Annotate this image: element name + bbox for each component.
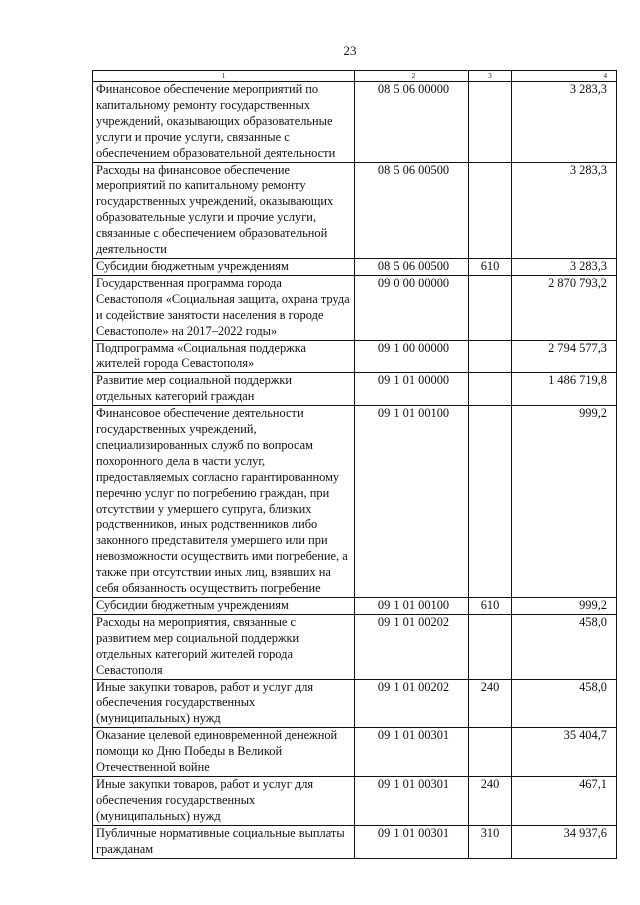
table-row bbox=[93, 728, 617, 777]
row-kind bbox=[469, 340, 512, 373]
row-code-text: 09 1 01 00301 bbox=[377, 825, 450, 840]
row-code bbox=[355, 258, 469, 275]
row-code bbox=[355, 162, 469, 258]
row-code bbox=[355, 82, 469, 163]
row-code bbox=[355, 679, 469, 728]
table-row bbox=[93, 275, 617, 340]
row-code-text: 09 0 00 00000 bbox=[377, 275, 450, 290]
row-code-text: 09 1 01 00301 bbox=[377, 776, 450, 791]
row-amount: 458,0 bbox=[512, 679, 617, 728]
table-header-row bbox=[93, 71, 617, 82]
row-amount: 467,1 bbox=[512, 776, 617, 825]
table-row bbox=[93, 82, 617, 163]
row-kind bbox=[469, 598, 512, 615]
row-kind bbox=[469, 162, 512, 258]
row-code-text: 08 5 06 00000 bbox=[377, 82, 450, 96]
table-row bbox=[93, 679, 617, 728]
row-kind-text: 240 bbox=[480, 679, 500, 694]
table-row bbox=[93, 258, 617, 275]
row-name: Финансовое обеспечение деятельности государственных учреждений, специализированных служб по вопросам похоронного дела в части услуг, предоставляемых согласно гарантированному перечню услуг по погребению граждан, при отсутствии у умершего супруга, близких родственников, иных родственников либо законного представителя умершего или при невозможности осуществить ими погребение, а также при отсутствии иных лиц, взявших на себя обязанность осуществить погребение bbox=[93, 406, 355, 598]
row-code bbox=[355, 825, 469, 858]
row-kind bbox=[469, 82, 512, 163]
table-row bbox=[93, 776, 617, 825]
table-row bbox=[93, 614, 617, 679]
row-kind-text: 240 bbox=[480, 776, 500, 791]
row-name: Расходы на финансовое обеспечение мероприятий по капитальному ремонту государственных учреждений, оказывающих образовательные услуги и прочие услуги, связанные с обеспечением образовательной деятельности bbox=[93, 162, 355, 258]
row-code bbox=[355, 406, 469, 598]
row-amount: 35 404,7 bbox=[512, 728, 617, 777]
row-code-text: 09 1 01 00000 bbox=[377, 373, 450, 388]
row-amount: 2 870 793,2 bbox=[512, 275, 617, 340]
row-kind bbox=[469, 776, 512, 825]
row-amount: 999,2 bbox=[512, 598, 617, 615]
row-code-text: 08 5 06 00500 bbox=[377, 258, 450, 273]
row-code-text: 09 1 01 00202 bbox=[377, 679, 450, 694]
row-code-text: 09 1 00 00000 bbox=[377, 340, 450, 355]
row-kind bbox=[469, 406, 512, 598]
row-amount: 3 283,3 bbox=[512, 162, 617, 258]
row-name: Финансовое обеспечение мероприятий по капитальному ремонту государственных учреждений, оказывающих образовательные услуги и прочие услуги, связанные с обеспечением образовательной деятельности bbox=[93, 82, 355, 163]
row-code bbox=[355, 614, 469, 679]
row-kind bbox=[469, 679, 512, 728]
row-name: Иные закупки товаров, работ и услуг для обеспечения государственных (муниципальных) нужд bbox=[93, 776, 355, 825]
row-amount: 34 937,6 bbox=[512, 825, 617, 858]
row-name: Оказание целевой единовременной денежной помощи ко Дню Победы в Великой Отечественной войне bbox=[93, 728, 355, 777]
row-kind bbox=[469, 825, 512, 858]
header-col-3: 3 bbox=[469, 71, 512, 82]
row-name: Субсидии бюджетным учреждениям bbox=[93, 598, 355, 615]
row-code-text: 09 1 01 00301 bbox=[377, 728, 450, 743]
row-name: Публичные нормативные социальные выплаты гражданам bbox=[93, 825, 355, 858]
header-col-2: 2 bbox=[355, 71, 469, 82]
row-kind bbox=[469, 373, 512, 406]
row-kind bbox=[469, 258, 512, 275]
table-row bbox=[93, 373, 617, 406]
row-kind bbox=[469, 614, 512, 679]
row-amount: 2 794 577,3 bbox=[512, 340, 617, 373]
row-code-text: 09 1 01 00202 bbox=[377, 614, 450, 629]
row-amount: 458,0 bbox=[512, 614, 617, 679]
row-amount: 999,2 bbox=[512, 406, 617, 598]
table-row bbox=[93, 825, 617, 858]
row-name: Расходы на мероприятия, связанные с развитием мер социальной поддержки отдельных категорий жителей города Севастополя bbox=[93, 614, 355, 679]
row-code bbox=[355, 275, 469, 340]
table-row bbox=[93, 406, 617, 598]
row-code bbox=[355, 340, 469, 373]
row-amount: 3 283,3 bbox=[512, 258, 617, 275]
row-code bbox=[355, 598, 469, 615]
row-name: Иные закупки товаров, работ и услуг для обеспечения государственных (муниципальных) нужд bbox=[93, 679, 355, 728]
row-kind bbox=[469, 728, 512, 777]
row-code bbox=[355, 776, 469, 825]
row-kind-text: 610 bbox=[480, 598, 500, 612]
page-number: 23 bbox=[343, 43, 357, 58]
row-code-text: 09 1 01 00100 bbox=[377, 598, 450, 612]
header-col-4: 4 bbox=[512, 71, 617, 82]
row-amount: 1 486 719,8 bbox=[512, 373, 617, 406]
row-name: Субсидии бюджетным учреждениям bbox=[93, 258, 355, 275]
row-name: Государственная программа города Севастополя «Социальная защита, охрана труда и содействие занятости населения в городе Севастополе» на 2017–2022 годы» bbox=[93, 275, 355, 340]
row-kind-text: 310 bbox=[480, 825, 500, 840]
row-code-text: 09 1 01 00100 bbox=[377, 406, 450, 421]
row-amount: 3 283,3 bbox=[512, 82, 617, 163]
row-kind-text: 610 bbox=[480, 258, 500, 273]
table-row bbox=[93, 598, 617, 615]
budget-table bbox=[92, 70, 617, 859]
row-code bbox=[355, 728, 469, 777]
row-code bbox=[355, 373, 469, 406]
header-col-1: 1 bbox=[93, 71, 355, 82]
row-code-text: 08 5 06 00500 bbox=[377, 162, 450, 177]
row-name: Развитие мер социальной поддержки отдельных категорий граждан bbox=[93, 373, 355, 406]
table-row bbox=[93, 340, 617, 373]
row-kind bbox=[469, 275, 512, 340]
row-name: Подпрограмма «Социальная поддержка жителей города Севастополя» bbox=[93, 340, 355, 373]
table-row bbox=[93, 162, 617, 258]
